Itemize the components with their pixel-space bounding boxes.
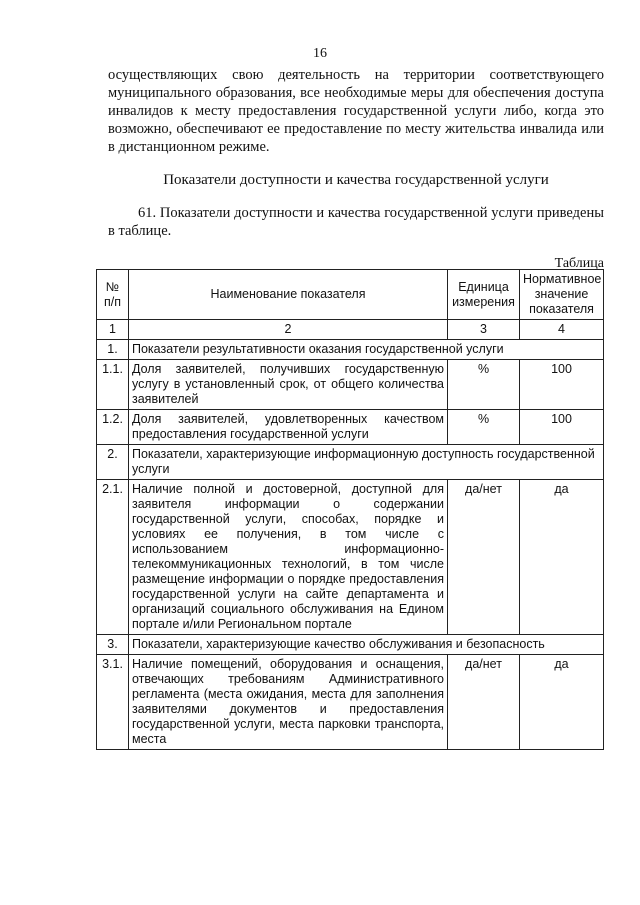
index-cell: 3 <box>448 320 520 340</box>
table-row <box>97 410 604 445</box>
row-number: 3. <box>97 635 129 655</box>
table-row-section <box>97 340 604 360</box>
row-number: 2. <box>97 445 129 480</box>
section-name: Показатели, характеризующие качество обслуживания и безопасность <box>129 635 604 655</box>
indicator-name: Наличие помещений, оборудования и оснащения, отвечающих требованиям Административного регламента (места ожидания, места для заполнения заявителями документов и предоставления государственной услуги, места парковки транспорта, места <box>129 655 448 750</box>
table-row <box>97 655 604 750</box>
table-row-section <box>97 635 604 655</box>
section-name: Показатели результативности оказания государственной услуги <box>129 340 604 360</box>
index-cell: 2 <box>129 320 448 340</box>
row-number: 1. <box>97 340 129 360</box>
norm-cell: 100 <box>520 410 604 445</box>
table-caption: Таблица <box>554 256 604 271</box>
row-number: 1.2. <box>97 410 129 445</box>
norm-cell: да <box>520 480 604 635</box>
header-name: Наименование показателя <box>129 270 448 320</box>
indicator-name: Наличие полной и достоверной, доступной для заявителя информации о содержании государственной услуги, способах, порядке и условиях ее получения, в том числе с использованием информационно-телекоммуникационных технологий, в том числе размещение информации о порядке предоставления государственной услуги на сайте департамента и организаций социального обслуживания на Едином портале и/или Региональном портале <box>129 480 448 635</box>
section-name: Показатели, характеризующие информационную доступность государственной услуги <box>129 445 604 480</box>
table-row-section <box>97 445 604 480</box>
row-number: 3.1. <box>97 655 129 750</box>
row-number: 2.1. <box>97 480 129 635</box>
unit-cell: да/нет <box>448 655 520 750</box>
table-row <box>97 360 604 410</box>
norm-cell: 100 <box>520 360 604 410</box>
norm-cell: да <box>520 655 604 750</box>
indicator-name: Доля заявителей, получивших государственную услугу в установленный срок, от общего количества заявителей <box>129 360 448 410</box>
unit-cell: % <box>448 360 520 410</box>
section-title: Показатели доступности и качества государственной услуги <box>163 172 549 188</box>
column-index-row <box>97 320 604 340</box>
table-header-row <box>97 270 604 320</box>
index-cell: 1 <box>97 320 129 340</box>
header-unit: Единица измерения <box>448 270 520 320</box>
page-number: 16 <box>313 46 327 61</box>
intro-paragraph: осуществляющих свою деятельность на территории соответствующего муниципального образования, все необходимые меры для обеспечения доступа инвалидов к месту предоставления государственной услуги либо, когда это возможно, обеспечивают ее предоставление по месту жительства инвалида или в дистанционном режиме. <box>108 67 604 155</box>
indicators-table <box>96 269 604 750</box>
index-cell: 4 <box>520 320 604 340</box>
clause-paragraph: 61. Показатели доступности и качества государственной услуги приведены в таблице. <box>108 205 604 239</box>
header-num: № п/п <box>97 270 129 320</box>
unit-cell: % <box>448 410 520 445</box>
indicator-name: Доля заявителей, удовлетворенных качеством предоставления государственной услуги <box>129 410 448 445</box>
page-bottom-margin <box>0 850 640 905</box>
table-row <box>97 480 604 635</box>
unit-cell: да/нет <box>448 480 520 635</box>
header-norm: Нормативное значение показателя <box>520 270 604 320</box>
row-number: 1.1. <box>97 360 129 410</box>
